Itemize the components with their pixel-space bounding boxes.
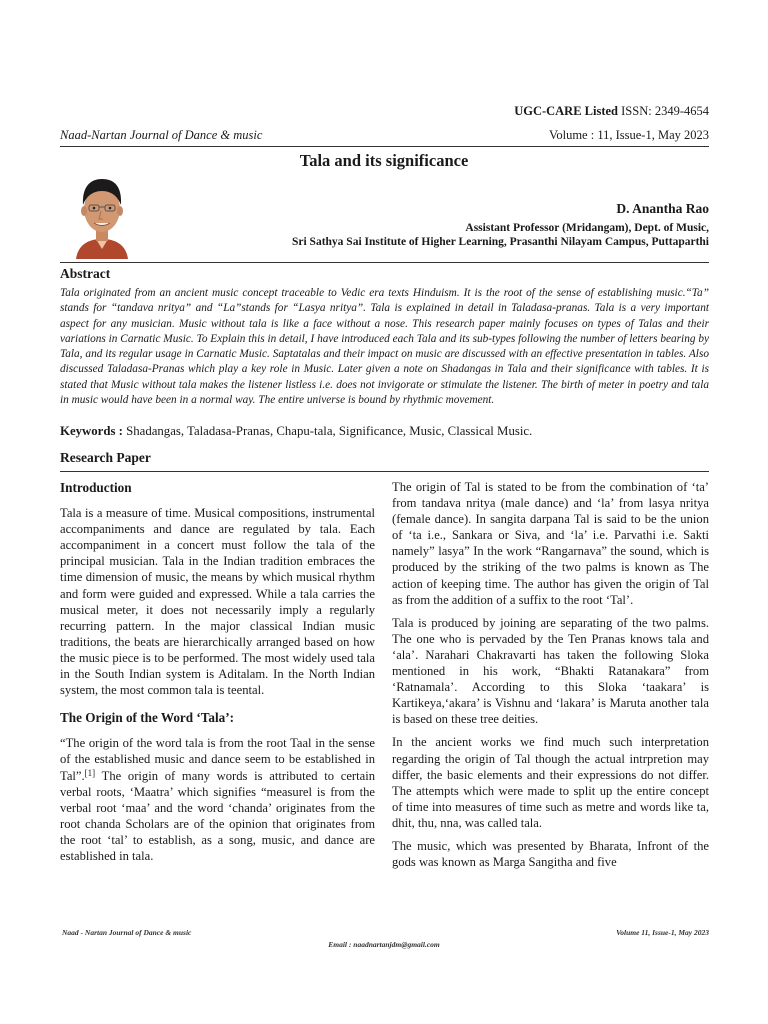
right-paragraph-4: The music, which was presented by Bharata, Infront of the gods was known as Marga Sangitha and five bbox=[392, 838, 709, 870]
paper-title: Tala and its significance bbox=[299, 151, 469, 170]
author-photo bbox=[72, 175, 132, 259]
right-paragraph-1: The origin of Tal is stated to be from the combination of ‘ta’ from tandava nritya (male dance) and ‘la’ from lasya nritya (female dance). In sangita darpana Tal is said to be the union of ‘ta i.e., Sankara or Siva, and ‘la’ i.e. Parvathi i.e. Sakti namely” lasya” In the work “Rangarnava” the sound, which is produced by the striking of the two palms is known as The action of keeping time. The author has given the origin of Tal as from the addition of a suffix to the root ‘Tal’. bbox=[392, 480, 709, 607]
keywords bbox=[60, 424, 709, 439]
author-institution: Sri Sathya Sai Institute of Higher Learning, Prasanthi Nilayam Campus, Puttaparthi bbox=[291, 236, 709, 248]
footer-journal: Naad - Nartan Journal of Dance & music bbox=[62, 928, 192, 937]
footer-volume: Volume 11, Issue-1, May 2023 bbox=[616, 928, 709, 937]
origin-heading: The Origin of the Word ‘Tala’: bbox=[60, 710, 235, 726]
author-name: D. Anantha Rao bbox=[616, 201, 709, 216]
abstract-heading: Abstract bbox=[60, 266, 111, 281]
ugc-label: UGC-CARE Listed bbox=[514, 104, 619, 118]
origin-paragraph bbox=[60, 735, 375, 864]
volume-header: Volume : 11, Issue-1, May 2023 bbox=[548, 128, 709, 142]
abstract-text: Tala originated from an ancient music concept traceable to Vedic era texts Hinduism. It is the root of the sense of establishing music.“Ta” stands for “tandava nritya” and “La”stands for “Lasya nritya”. Tala is explained in detail in Taladasa-pranas. Tala is a very important aspect for any musician. Music without tala is like a face without a nose. This research paper mainly focuses on types of Talas and their variations in Carnatic Music. To Explain this in detail, I have introduced each Tala and its sub-types following the number of letters bearing by Tala, and its regular usage in Carnatic Music. Saptatalas and their impact on music are discussed with an effective presentation in tables. Also discussed Taladasa-Pranas which play a key role in Music. Later given a note on Shadangas in Tala and their significance with tables. It is stated that Music without tala makes the listener listless i.e. does not invigorate or stimulate the listener. The birth of meter in poetry and tala in music would have been in a normal way. The entire universe is bound by rhythmic movement. bbox=[60, 287, 709, 407]
keywords-label: Keywords : bbox=[60, 424, 123, 438]
right-paragraph-2: Tala is produced by joining are separating of the two palms. The one who is pervaded by the Ten Pranas knows tala and ‘ala’. Narahari Chakravarti has taken the following Sloka mentioned in his work, “Bhakti Ratanakara” from ‘Ratnamala’. According to this Sloka ‘taakara’ is Kartikeya,‘akara’ is Vishnu and ‘lakara’ is Maruta another tala is based on these tree deities. bbox=[392, 615, 709, 727]
issn: ISSN: 2349-4654 bbox=[618, 104, 709, 118]
citation-1[interactable]: [1] bbox=[84, 767, 96, 778]
keywords-text: Shadangas, Taladasa-Pranas, Chapu-tala, Significance, Music, Classical Music. bbox=[122, 424, 533, 438]
header-rule bbox=[60, 146, 709, 147]
author-position: Assistant Professor (Mridangam), Dept. of Music, bbox=[465, 222, 709, 234]
introduction-paragraph: Tala is a measure of time. Musical compositions, instrumental accompaniments and dance are regulated by tala. Each accompaniment in a concert must follow the tala of the principal musician. Tala in the Indian tradition embraces the time dimension of music, the means by which musical rhythm and form were guided and expressed. While a tala carries the musical meter, it does not necessarily imply a regularly recurring pattern. In the major classical Indian music traditions, the beats are hierarchically arranged based on how the music piece is to be performed. The most widely used tala in the South Indian system is Aditalam. In the North Indian system, the most common tala is teental. bbox=[60, 506, 375, 698]
origin-text-a: “The origin of the word tala is from the root Taal in the sense of the established music and dance seem to be established in Tal”. bbox=[60, 736, 375, 783]
journal-name-header: Naad-Nartan Journal of Dance & music bbox=[60, 128, 263, 142]
section-label: Research Paper bbox=[60, 450, 151, 465]
right-column bbox=[392, 479, 709, 877]
section-rule bbox=[60, 471, 709, 472]
author-rule bbox=[60, 262, 709, 263]
ugc-care-line bbox=[514, 104, 709, 119]
introduction-heading: Introduction bbox=[60, 480, 132, 495]
right-paragraph-3: In the ancient works we find much such interpretation regarding the origin of Tal though the actual intrpretion may differ, the basic elements and their expressions do not differ. The attempts which were made to split up the entire concept of time into measures of time such as metre and words like ta, dhit, thu, nna, was called tala. bbox=[392, 735, 709, 830]
left-column bbox=[60, 480, 375, 871]
origin-text-b: The origin of many words is attributed to certain verbal roots, ‘Maatra’ which signifies “measurel is from the verbal root ‘maa’ and the word ‘chanda’ originates from the root chanda Scholars are of the opinion that originates from the root ‘tal’ to establish, as a song, music, and dance are established in tala. bbox=[60, 768, 375, 863]
footer-email[interactable]: Email : naadnartanjdm@gmail.com bbox=[328, 940, 440, 949]
